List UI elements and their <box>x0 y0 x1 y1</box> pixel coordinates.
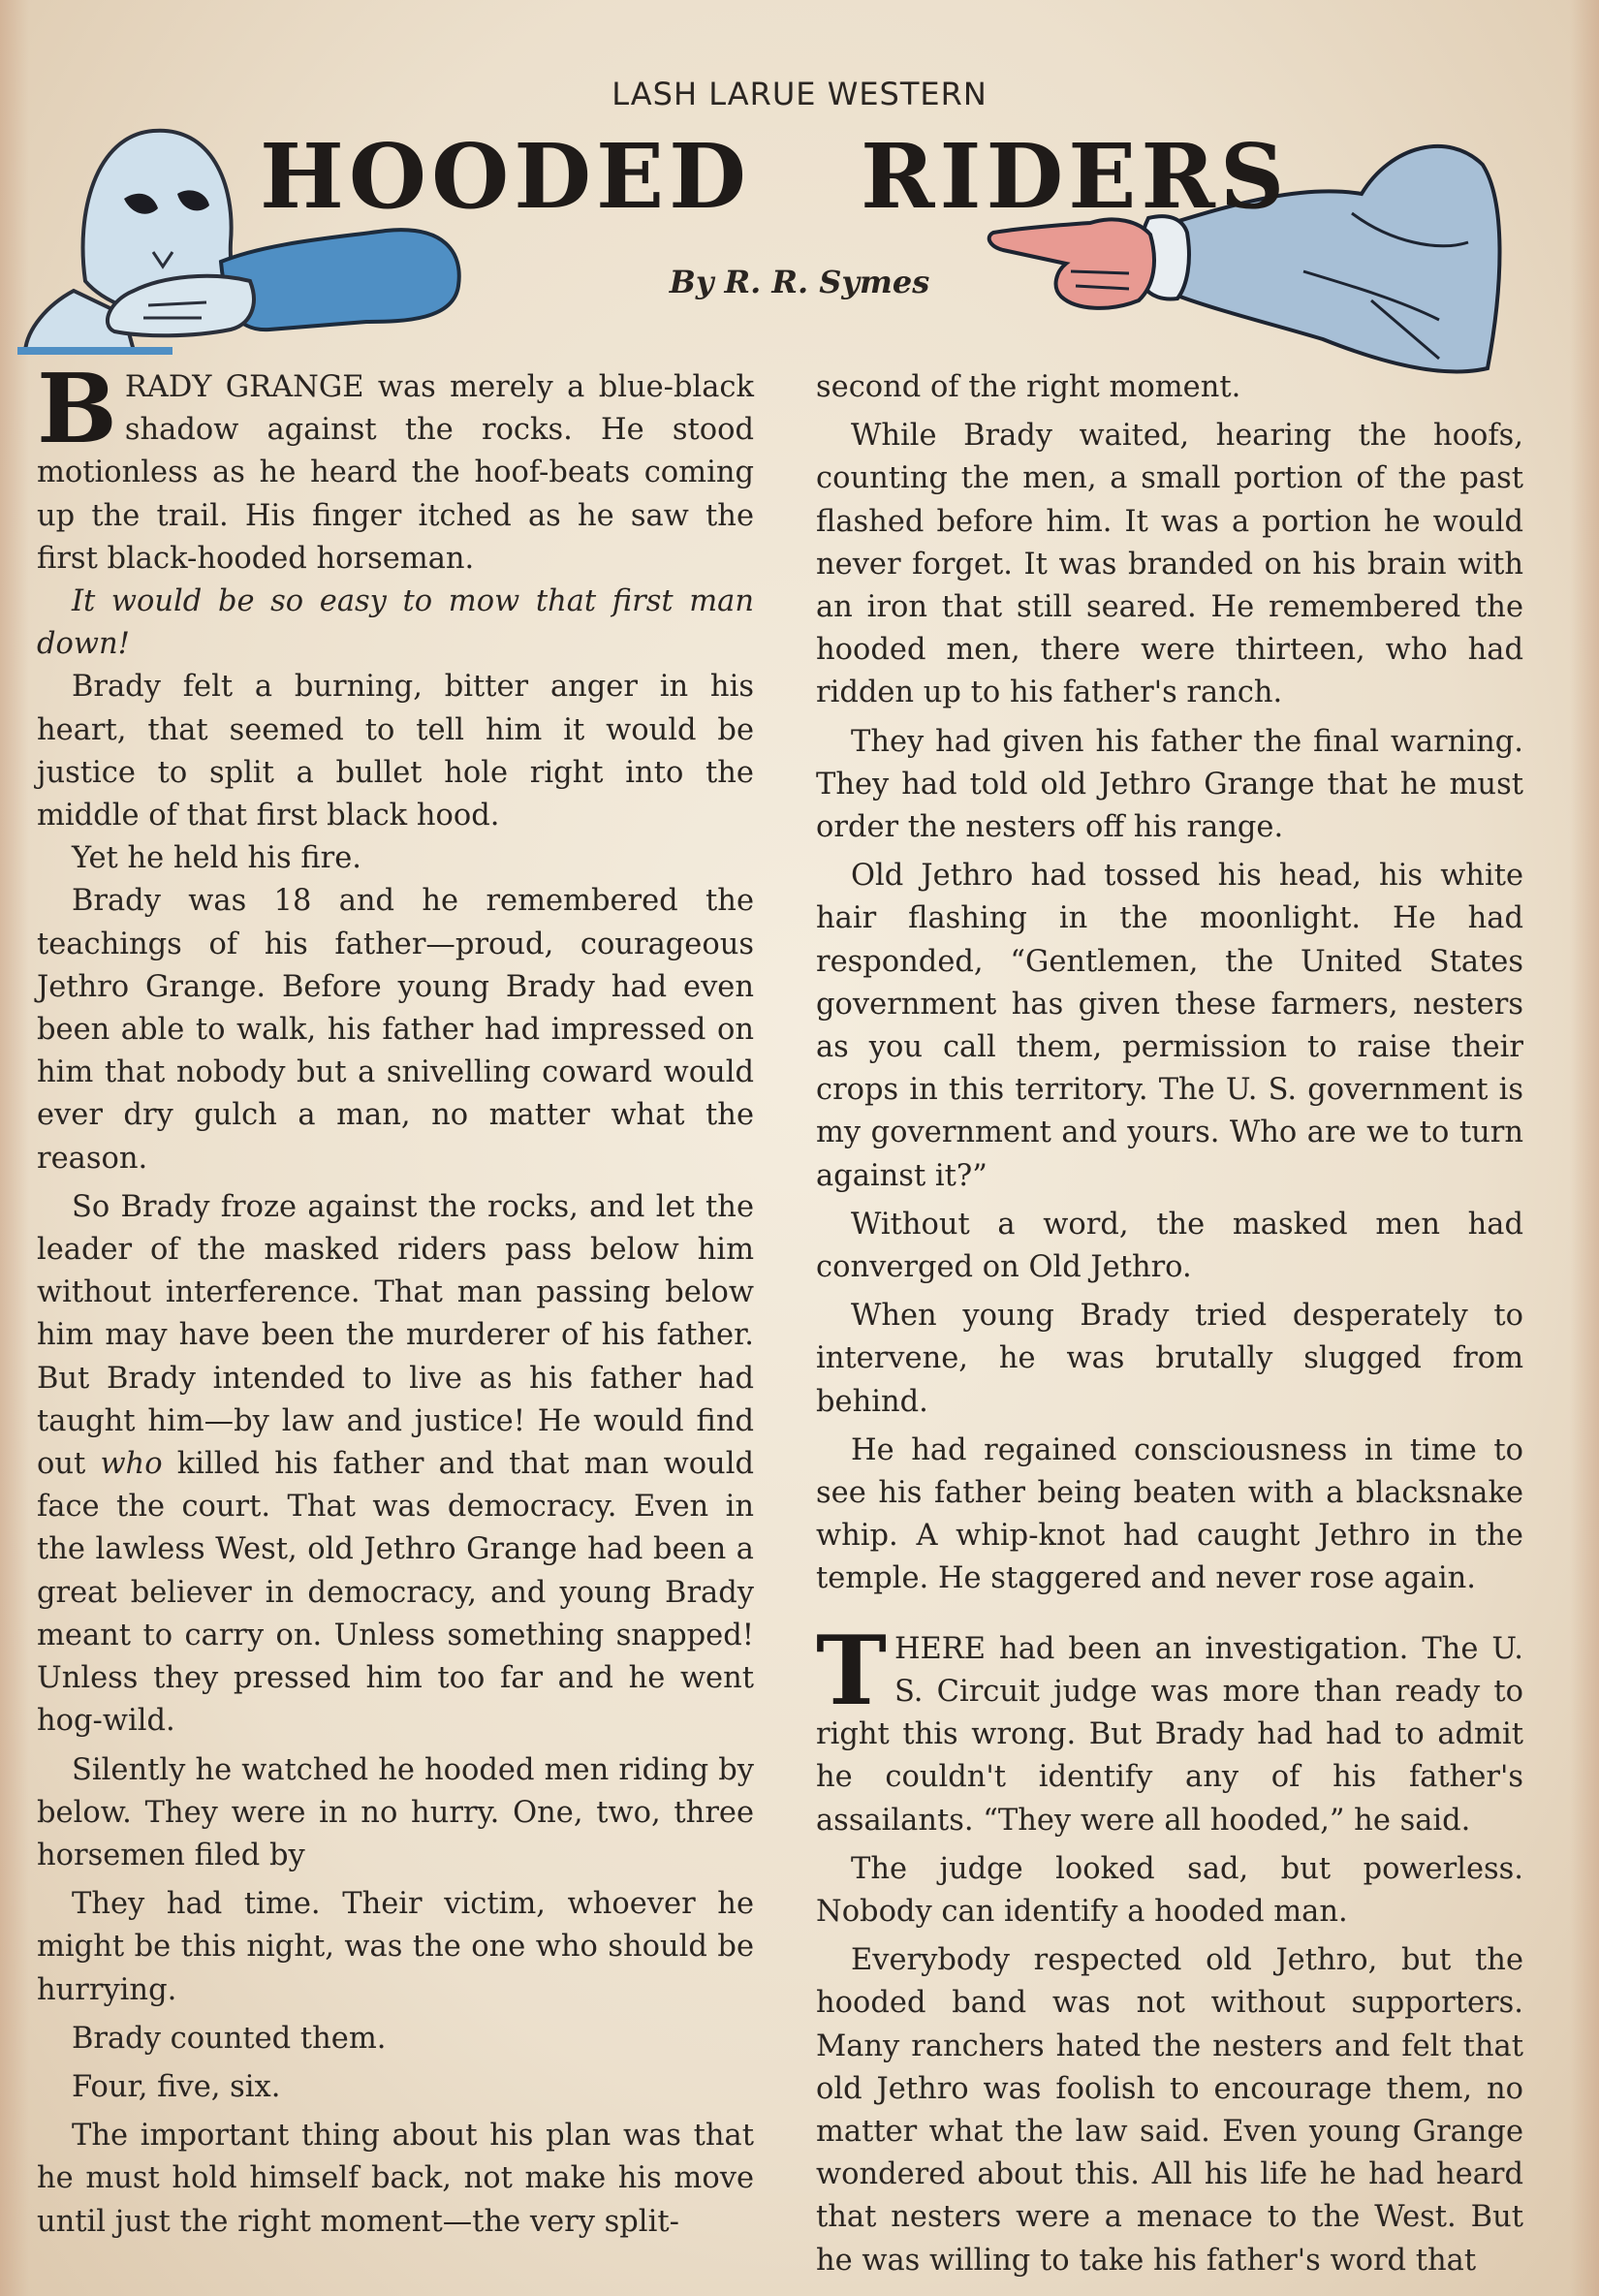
paragraph: Silently he watched he hooded men riding by below. They were in no hurry. One, two, three horsemen filed by <box>37 1752 754 1872</box>
title-word-hooded: HOODED <box>260 124 751 229</box>
paragraph: They had given his father the final warning. They had told old Jethro Grange that he must order the nesters off his range. <box>816 724 1523 845</box>
paragraph: The judge looked sad, but powerless. Nobody can identify a hooded man. <box>816 1851 1523 1929</box>
drop-cap: T <box>816 1615 887 1727</box>
paragraph: Yet he held his fire. <box>72 841 361 876</box>
paragraph: Everybody respected old Jethro, but the hooded band was not without supporters. Many ranchers hated the nesters and felt that old Jethro was foolish to encourage them, no matter what the law said. Even young Grange wondered about this. All his life he had heard that nesters were a menace to the West. But he was willing to take his father's word that <box>816 1943 1523 2278</box>
paragraph: Four, five, six. <box>72 2069 281 2104</box>
series-title: LASH LARUE WESTERN <box>611 76 988 112</box>
paragraph: The important thing about his plan was that he must hold himself back, not make his move until just the right moment—the very split- <box>37 2119 754 2239</box>
paragraph: It would be so easy to mow that first man down! <box>37 584 754 662</box>
paragraph: Old Jethro had tossed his head, his white hair flashing in the moonlight. He had responded, “Gentlemen, the United States government has given these farmers, nesters as you call them, permission to raise their crops in this territory. The U. S. government is my government and yours. Who are we to turn against it?” <box>816 859 1523 1193</box>
title-word-riders: RIDERS <box>861 124 1290 229</box>
paragraph: second of the right moment. <box>816 370 1241 404</box>
paragraph: They had time. Their victim, whoever he might be this night, was the one who should be hurrying. <box>37 1887 754 2007</box>
left-column <box>37 354 754 2244</box>
paragraph: Brady felt a burning, bitter anger in his heart, that seemed to tell him it would be justice to split a bullet hole right into the middle of that first black hood. <box>37 670 754 833</box>
paragraph: He had regained consciousness in time to see his father being beaten with a blacksnake whip. A whip-knot had caught Jethro in the temple. He staggered and never rose again. <box>816 1432 1523 1596</box>
paragraph: When young Brady tried desperately to intervene, he was brutally slugged from behind. <box>816 1299 1523 1419</box>
author-byline: By R. R. Symes <box>669 264 930 300</box>
paragraph: While Brady waited, hearing the hoofs, counting the men, a small portion of the past flashed before him. It was a portion he would never forget. It was branded on his brain with an iron that still seared. He remembered the hooded men, there were thirteen, who had ridden up to his father's ranch. <box>816 419 1523 710</box>
drop-cap: B <box>37 354 117 465</box>
paper-edge-right <box>1570 0 1599 2296</box>
right-column <box>816 366 1523 2282</box>
paragraph: Brady counted them. <box>72 2021 387 2056</box>
paragraph: BRADY GRANGE was merely a blue-black shadow against the rocks. He stood motionless as he heard the hoof-beats coming up the trail. His finger itched as he saw the first black-hooded horseman. <box>37 354 754 576</box>
paragraph: THERE had been an investigation. The U. S. Circuit judge was more than ready to right this wrong. But Brady had had to admit he couldn't identify any of his father's assailants. “They were all hooded,” he said. <box>816 1615 1523 1838</box>
paragraph: So Brady froze against the rocks, and let the leader of the masked riders pass below him without interference. That man passing below him may have been the murderer of his father. But Brady intended to live as his father had taught him—by law and justice! He would find out who killed his father and that man would face the court. That was democracy. Even in the lawless West, old Jethro Grange had been a great believer in democracy, and young Brady meant to carry on. Unless something snapped! Unless they pressed him too far and he went hog-wild. <box>37 1189 754 1739</box>
paragraph: Without a word, the masked men had converged on Old Jethro. <box>816 1207 1523 1285</box>
paragraph: Brady was 18 and he remembered the teachings of his father—proud, courageous Jethro Grange. Before young Brady had even been able to walk, his father had impressed on him that nobody but a snivelling coward would ever dry gulch a man, no matter what the reason. <box>37 884 754 1176</box>
